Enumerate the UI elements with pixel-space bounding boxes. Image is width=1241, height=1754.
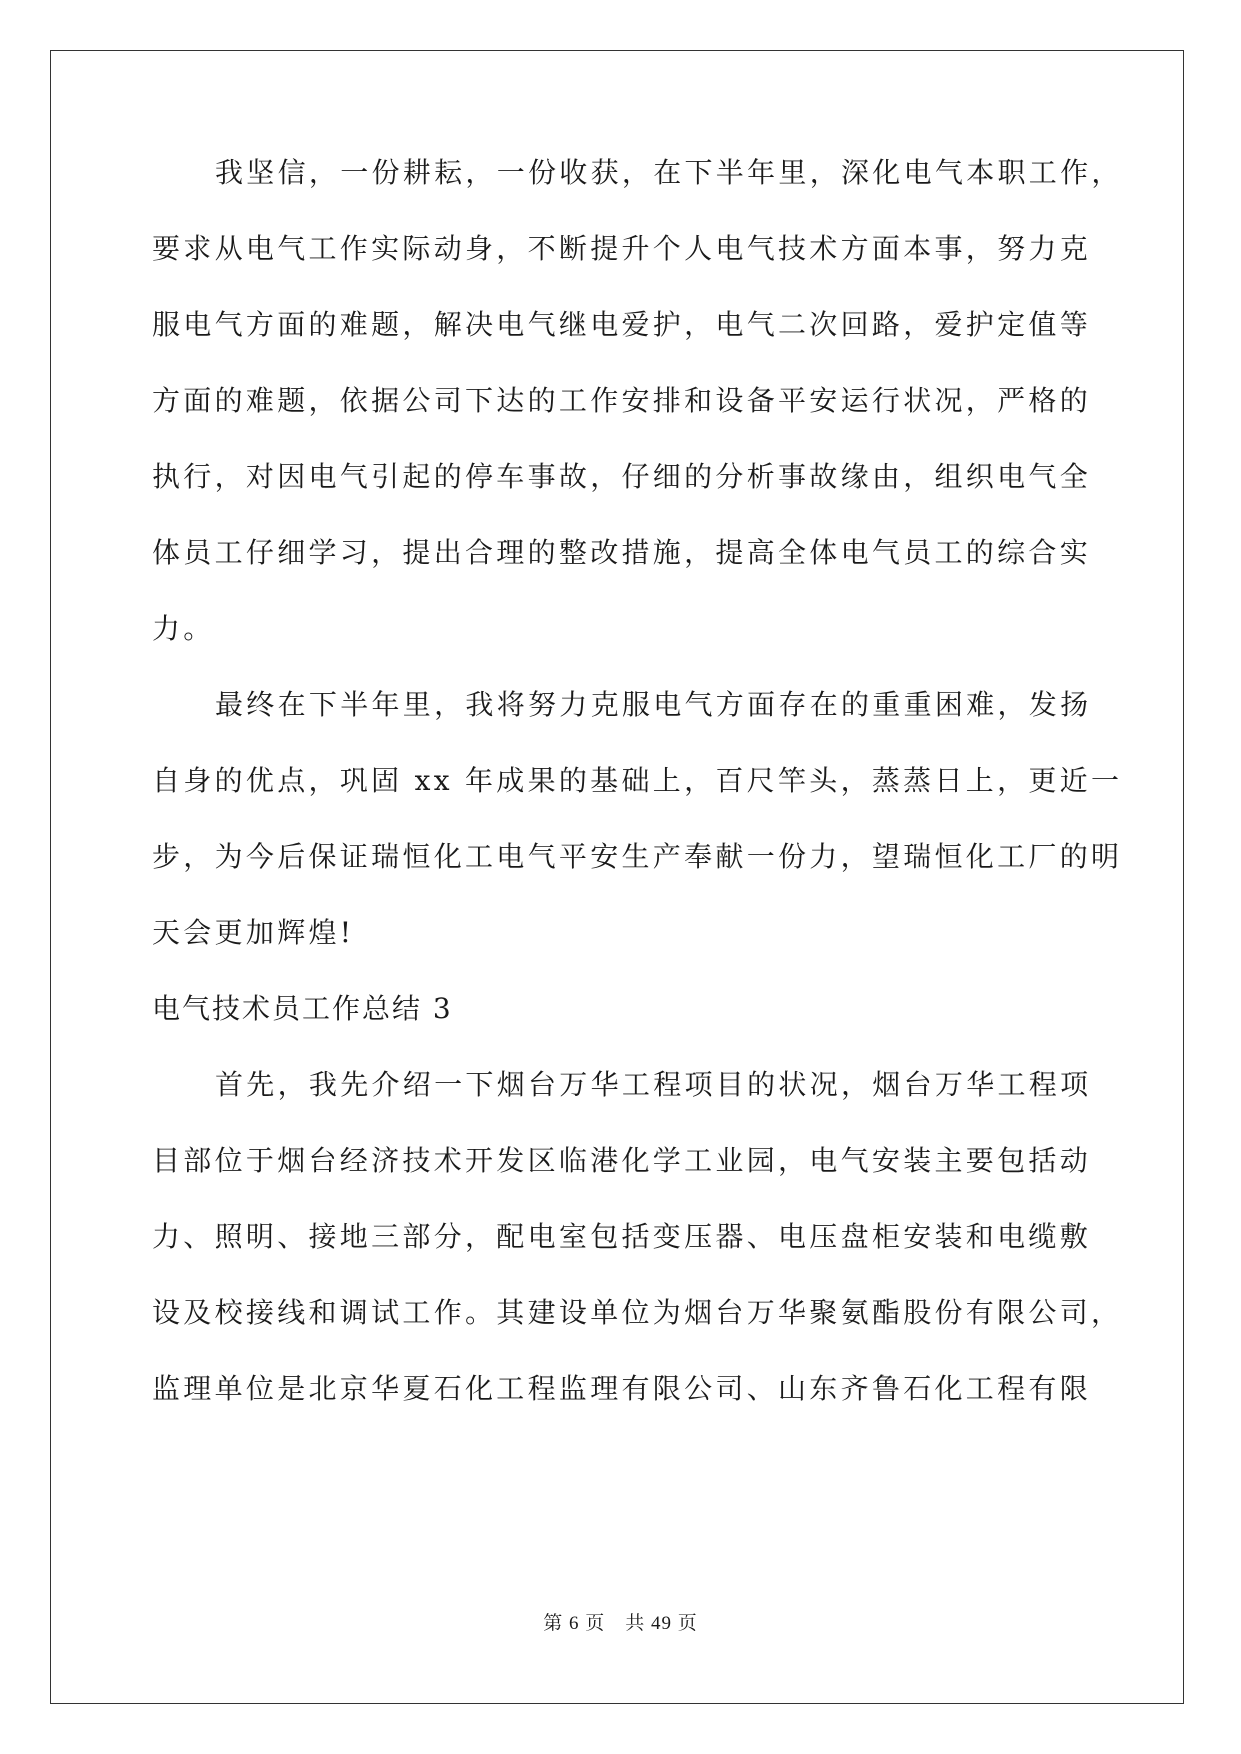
paragraph-3-line-5: 监理单位是北京华夏石化工程监理有限公司、山东齐鲁石化工程有限 <box>152 1372 1092 1405</box>
page-border <box>50 50 1184 1704</box>
paragraph-1-line-4: 方面的难题，依据公司下达的工作安排和设备平安运行状况，严格的 <box>152 384 1092 417</box>
paragraph-2-line-3: 步，为今后保证瑞恒化工电气平安生产奉献一份力，望瑞恒化工厂的明 <box>152 840 1123 873</box>
paragraph-3-line-3: 力、照明、接地三部分，配电室包括变压器、电压盘柜安装和电缆敷 <box>152 1220 1092 1253</box>
page-number-footer: 第 6 页 共 49 页 <box>543 1613 698 1634</box>
paragraph-3-line-4: 设及校接线和调试工作。其建设单位为烟台万华聚氨酯股份有限公司， <box>152 1296 1123 1329</box>
paragraph-3-line-2: 目部位于烟台经济技术开发区临港化学工业园，电气安装主要包括动 <box>152 1144 1092 1177</box>
paragraph-1-line-5: 执行，对因电气引起的停车事故，仔细的分析事故缘由，组织电气全 <box>152 460 1092 493</box>
paragraph-1-line-6: 体员工仔细学习，提出合理的整改措施，提高全体电气员工的综合实 <box>152 536 1092 569</box>
paragraph-2-line-2: 自身的优点，巩固 xx 年成果的基础上，百尺竿头，蒸蒸日上，更近一 <box>152 764 1123 797</box>
paragraph-2-line-4: 天会更加辉煌! <box>152 916 355 949</box>
section-heading: 电气技术员工作总结 3 <box>152 992 453 1025</box>
paragraph-2-line-1: 最终在下半年里，我将努力克服电气方面存在的重重困难，发扬 <box>215 688 1092 721</box>
paragraph-1-line-1: 我坚信，一份耕耘，一份收获，在下半年里，深化电气本职工作， <box>215 156 1123 189</box>
paragraph-1-line-7: 力。 <box>152 612 215 645</box>
paragraph-3-line-1: 首先，我先介绍一下烟台万华工程项目的状况，烟台万华工程项 <box>215 1068 1092 1101</box>
paragraph-1-line-2: 要求从电气工作实际动身，不断提升个人电气技术方面本事，努力克 <box>152 232 1092 265</box>
paragraph-1-line-3: 服电气方面的难题，解决电气继电爱护，电气二次回路，爱护定值等 <box>152 308 1092 341</box>
